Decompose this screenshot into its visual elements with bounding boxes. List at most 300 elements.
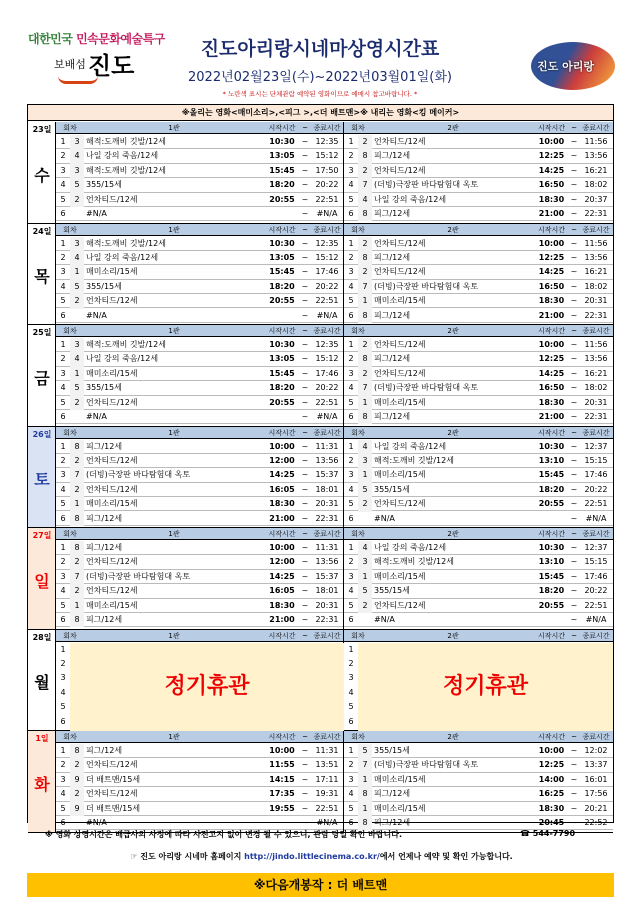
round-no: 6 bbox=[348, 412, 354, 421]
screen-no: 2 bbox=[358, 338, 372, 352]
round-no: 5 bbox=[60, 803, 66, 813]
movie-title: 피그/12세 bbox=[374, 151, 411, 161]
time-tilde: ~ bbox=[570, 252, 578, 262]
screen-no: 7 bbox=[70, 570, 84, 584]
table-row bbox=[56, 773, 343, 787]
table-row bbox=[344, 454, 613, 468]
movie-title: 355/15세 bbox=[374, 484, 410, 494]
movie-title: 피그/12세 bbox=[374, 354, 411, 364]
end-time: 13:56 bbox=[584, 354, 608, 364]
time-tilde: ~ bbox=[570, 746, 578, 755]
start-time: 13:10 bbox=[538, 557, 565, 567]
table-row bbox=[56, 454, 343, 468]
table-row bbox=[56, 352, 343, 366]
screen-no: 2 bbox=[70, 555, 84, 569]
screen-no: 7 bbox=[358, 381, 372, 395]
screen-no: 1 bbox=[358, 396, 372, 410]
table-row bbox=[344, 207, 613, 221]
time-tilde: ~ bbox=[570, 180, 578, 190]
hall-header-row bbox=[344, 224, 613, 236]
homepage-link[interactable]: http://jindo.littlecinema.co.kr/ bbox=[244, 852, 380, 861]
table-row bbox=[56, 512, 343, 526]
table-row bbox=[56, 164, 343, 178]
movie-title: 매미소리/15세 bbox=[374, 397, 426, 407]
time-tilde: ~ bbox=[301, 818, 309, 827]
start-time: 18:20 bbox=[269, 383, 295, 393]
round-col-header: 회차 bbox=[351, 327, 365, 335]
table-row bbox=[56, 758, 343, 772]
start-time: 19:55 bbox=[269, 803, 295, 813]
time-tilde: ~ bbox=[301, 252, 309, 262]
round-no: 2 bbox=[348, 252, 354, 262]
start-col-header: 시작시간 bbox=[537, 327, 566, 335]
round-no: 6 bbox=[348, 513, 354, 523]
round-no: 3 bbox=[60, 774, 66, 784]
round-no: 6 bbox=[348, 818, 354, 827]
hall-col-header: 2관 bbox=[447, 225, 459, 234]
round-no: 3 bbox=[60, 470, 66, 480]
movie-title: 나일 강의 죽음/12세 bbox=[374, 194, 447, 204]
end-time: 17:11 bbox=[315, 774, 339, 784]
tilde-col-header: ~ bbox=[302, 631, 308, 640]
time-tilde: ~ bbox=[301, 470, 309, 480]
time-tilde: ~ bbox=[570, 397, 578, 407]
movie-title: 언차티드/12세 bbox=[374, 165, 426, 175]
end-time: 17:50 bbox=[315, 165, 339, 175]
hall-col-header: 2관 bbox=[447, 733, 459, 741]
time-tilde: ~ bbox=[570, 470, 578, 480]
round-no: 5 bbox=[348, 600, 354, 610]
movie-title: #N/A bbox=[374, 513, 395, 523]
time-tilde: ~ bbox=[301, 281, 309, 291]
screen-no: 8 bbox=[358, 149, 372, 163]
hall-col-header: 2관 bbox=[447, 124, 459, 132]
start-time: 16:25 bbox=[538, 789, 565, 799]
time-tilde: ~ bbox=[570, 513, 578, 523]
start-col-header: 시작시간 bbox=[537, 124, 566, 132]
day-weekday: 수 bbox=[34, 165, 50, 185]
end-time: 15:15 bbox=[584, 557, 608, 567]
end-col-header: 종료시간 bbox=[582, 631, 610, 640]
end-time: 16:21 bbox=[584, 267, 608, 277]
round-no: 2 bbox=[348, 354, 354, 364]
movie-title: 나일 강의 죽음/12세 bbox=[374, 543, 447, 552]
end-time: 20:22 bbox=[584, 484, 608, 494]
movie-title: 언차티드/12세 bbox=[374, 137, 426, 146]
end-time: 15:12 bbox=[315, 252, 339, 262]
hall1-column bbox=[56, 224, 344, 325]
round-col-header: 회차 bbox=[63, 327, 77, 335]
round-no: 2 bbox=[60, 354, 66, 364]
round-col-header: 회차 bbox=[351, 225, 365, 234]
hall2-column bbox=[344, 122, 613, 223]
end-time: 22:51 bbox=[315, 194, 339, 204]
round-no: 4 bbox=[60, 180, 66, 190]
end-time: 12:37 bbox=[584, 441, 608, 451]
hall1-column bbox=[56, 731, 344, 832]
screen-no: 2 bbox=[70, 483, 84, 497]
table-row bbox=[56, 410, 343, 424]
round-col-header: 회차 bbox=[351, 530, 365, 538]
round-no: 5 bbox=[60, 194, 66, 204]
start-time: 14:25 bbox=[538, 368, 565, 378]
end-time: 13:56 bbox=[315, 455, 339, 465]
end-col-header: 종료시간 bbox=[313, 530, 341, 538]
start-time: 18:30 bbox=[538, 296, 565, 306]
round-no: 5 bbox=[348, 296, 354, 306]
round-no: 4 bbox=[60, 484, 66, 494]
movie-title: 355/15세 bbox=[86, 180, 122, 190]
round-no: 3 bbox=[348, 673, 354, 683]
screen-no: 8 bbox=[358, 251, 372, 265]
start-time: 10:30 bbox=[538, 441, 565, 451]
time-tilde: ~ bbox=[570, 789, 578, 799]
screen-no: 3 bbox=[70, 135, 84, 149]
table-row bbox=[344, 367, 613, 381]
round-no: 4 bbox=[60, 586, 66, 596]
screen-no: 5 bbox=[70, 381, 84, 395]
movie-title: 피그/12세 bbox=[86, 746, 123, 755]
time-tilde: ~ bbox=[570, 760, 578, 770]
movie-title: 피그/12세 bbox=[86, 513, 123, 523]
day-date: 27일 bbox=[32, 531, 52, 540]
round-col-header: 회차 bbox=[351, 428, 365, 437]
round-no: 5 bbox=[348, 194, 354, 204]
table-row bbox=[344, 381, 613, 395]
tilde-col-header: ~ bbox=[302, 428, 308, 437]
table-row bbox=[56, 280, 343, 294]
hall-col-header: 1관 bbox=[168, 530, 180, 538]
round-no: 4 bbox=[60, 281, 66, 291]
round-no: 4 bbox=[348, 180, 354, 190]
start-time: 15:45 bbox=[269, 267, 295, 277]
end-time: 11:31 bbox=[315, 441, 339, 451]
movie-title: 피그/12세 bbox=[86, 441, 123, 451]
time-tilde: ~ bbox=[301, 557, 309, 567]
table-row bbox=[56, 613, 343, 627]
day-label-cell bbox=[28, 224, 56, 325]
day-date: 28일 bbox=[32, 632, 52, 642]
logo-swoosh bbox=[58, 76, 98, 84]
day-weekday: 월 bbox=[34, 673, 50, 693]
time-tilde: ~ bbox=[570, 296, 578, 306]
header bbox=[0, 0, 643, 103]
round-no: 3 bbox=[60, 368, 66, 378]
time-tilde: ~ bbox=[301, 774, 309, 784]
logo-text: 진도 아리랑 bbox=[537, 60, 594, 73]
round-no: 6 bbox=[60, 716, 66, 726]
table-row bbox=[344, 555, 613, 569]
table-row bbox=[344, 164, 613, 178]
start-col-header: 시작시간 bbox=[537, 530, 566, 538]
time-tilde: ~ bbox=[301, 543, 309, 552]
next-release-bar: ※다음개봉작 : 더 배트맨 bbox=[27, 873, 614, 897]
time-tilde: ~ bbox=[301, 513, 309, 523]
start-time: 20:55 bbox=[538, 600, 565, 610]
time-tilde: ~ bbox=[570, 209, 578, 218]
round-no: 1 bbox=[348, 746, 354, 755]
start-col-header: 시작시간 bbox=[268, 631, 296, 640]
date-range: 2022년02월23일(수)~2022년03월01일(화) bbox=[188, 70, 452, 85]
movie-title: 355/15세 bbox=[86, 281, 122, 291]
hall2-column bbox=[344, 224, 613, 325]
round-no: 2 bbox=[348, 557, 354, 567]
end-time: 11:31 bbox=[315, 746, 339, 755]
day-weekday: 목 bbox=[34, 267, 50, 287]
round-no: 1 bbox=[348, 441, 354, 451]
screen-no: 3 bbox=[358, 555, 372, 569]
end-time: 22:52 bbox=[584, 818, 608, 827]
time-tilde: ~ bbox=[570, 803, 578, 813]
round-no: 2 bbox=[60, 658, 66, 668]
tilde-col-header: ~ bbox=[302, 225, 308, 234]
tilde-col-header: ~ bbox=[571, 428, 577, 437]
hall-header-row bbox=[56, 427, 343, 439]
screen-no: 7 bbox=[358, 178, 372, 192]
screen-no: 3 bbox=[70, 338, 84, 352]
end-time: 15:37 bbox=[315, 470, 339, 480]
start-time: 18:20 bbox=[269, 281, 295, 291]
time-tilde: ~ bbox=[301, 484, 309, 494]
round-no: 4 bbox=[60, 789, 66, 799]
start-time: 21:00 bbox=[538, 412, 565, 421]
table-row bbox=[344, 483, 613, 497]
tilde-col-header: ~ bbox=[571, 631, 577, 640]
table-row bbox=[56, 265, 343, 279]
screen-no: 7 bbox=[358, 758, 372, 772]
time-tilde: ~ bbox=[301, 571, 309, 581]
table-row bbox=[56, 787, 343, 801]
round-no: 2 bbox=[60, 151, 66, 161]
round-no: 5 bbox=[348, 803, 354, 813]
movie-title: 나일 강의 죽음/12세 bbox=[86, 252, 159, 262]
movie-title: 매미소리/15세 bbox=[374, 470, 426, 480]
screen-no: 1 bbox=[70, 497, 84, 511]
round-no: 5 bbox=[60, 397, 66, 407]
movie-title: 355/15세 bbox=[86, 383, 122, 393]
movie-title: #N/A bbox=[374, 615, 395, 624]
homepage-prefix: ☞ 진도 아리랑 시네마 홈페이지 bbox=[130, 852, 245, 861]
start-time: 16:05 bbox=[269, 586, 295, 596]
table-row bbox=[56, 570, 343, 584]
table-row bbox=[344, 294, 613, 308]
round-no: 5 bbox=[60, 702, 66, 712]
movie-title: (더빙)극장판 바다탐험대 옥토 bbox=[374, 180, 479, 190]
movie-title: 355/15세 bbox=[374, 586, 410, 596]
start-time: 16:50 bbox=[538, 180, 565, 190]
movie-title: 언차티드/12세 bbox=[86, 557, 138, 567]
end-time: 17:46 bbox=[584, 470, 608, 480]
table-row bbox=[344, 251, 613, 265]
round-no: 6 bbox=[348, 615, 354, 624]
time-tilde: ~ bbox=[570, 368, 578, 378]
movie-title: 언차티드/12세 bbox=[86, 296, 138, 306]
time-tilde: ~ bbox=[570, 455, 578, 465]
homepage-line bbox=[0, 851, 643, 862]
time-tilde: ~ bbox=[301, 180, 309, 190]
day-block bbox=[28, 325, 613, 427]
end-time: 20:22 bbox=[315, 281, 339, 291]
start-time: 18:20 bbox=[538, 586, 565, 596]
round-no: 2 bbox=[348, 760, 354, 770]
start-time: 12:00 bbox=[269, 557, 295, 567]
end-time: 20:22 bbox=[584, 586, 608, 596]
hall-col-header: 1관 bbox=[168, 631, 180, 640]
day-date: 24일 bbox=[32, 226, 52, 236]
end-time: 20:31 bbox=[584, 397, 608, 407]
round-no: 1 bbox=[60, 340, 66, 349]
end-time: 16:21 bbox=[584, 368, 608, 378]
screen-no: 1 bbox=[70, 367, 84, 381]
start-time: 14:25 bbox=[538, 267, 565, 277]
end-col-header: 종료시간 bbox=[313, 225, 341, 234]
movie-title: 언차티드/12세 bbox=[374, 340, 426, 349]
time-tilde: ~ bbox=[301, 600, 309, 610]
end-time: 18:02 bbox=[584, 180, 608, 190]
end-col-header: 종료시간 bbox=[313, 631, 341, 640]
start-time: 14:00 bbox=[538, 774, 565, 784]
tilde-col-header: ~ bbox=[302, 530, 308, 538]
movie-title: 해적:도깨비 깃발/12세 bbox=[86, 340, 166, 349]
screen-no: 8 bbox=[70, 613, 84, 627]
end-time: 13:56 bbox=[584, 151, 608, 161]
start-time: 10:30 bbox=[538, 543, 565, 552]
time-tilde: ~ bbox=[301, 746, 309, 755]
day-block bbox=[28, 731, 613, 833]
start-time: 10:00 bbox=[538, 238, 565, 248]
movie-title: 해적:도깨비 깃발/12세 bbox=[86, 238, 166, 248]
end-time: 11:31 bbox=[315, 543, 339, 552]
time-tilde: ~ bbox=[301, 789, 309, 799]
movie-title: (더빙)극장판 바다탐험대 옥토 bbox=[374, 281, 479, 291]
day-block bbox=[28, 630, 613, 732]
end-time: 20:21 bbox=[584, 803, 608, 813]
movie-title: 해적:도깨비 깃발/12세 bbox=[86, 137, 166, 146]
movie-title: #N/A bbox=[86, 209, 107, 218]
screen-no: 1 bbox=[70, 265, 84, 279]
screen-no: 8 bbox=[70, 541, 84, 555]
screen-no: 4 bbox=[70, 149, 84, 163]
round-no: 2 bbox=[60, 557, 66, 567]
table-row bbox=[56, 367, 343, 381]
day-label-cell bbox=[28, 122, 56, 223]
schedule-table bbox=[27, 104, 614, 827]
screen-no: 2 bbox=[358, 367, 372, 381]
logo-subtitle: 보배섬 bbox=[54, 58, 86, 71]
table-row bbox=[344, 512, 613, 526]
round-no: 2 bbox=[60, 455, 66, 465]
start-time: 18:30 bbox=[538, 803, 565, 813]
day-block bbox=[28, 427, 613, 529]
hall-col-header: 1관 bbox=[168, 225, 180, 234]
end-time: 20:22 bbox=[315, 383, 339, 393]
time-tilde: ~ bbox=[570, 340, 578, 349]
start-time: 13:05 bbox=[269, 354, 295, 364]
table-row bbox=[56, 599, 343, 613]
movie-title: 나일 강의 죽음/12세 bbox=[86, 354, 159, 364]
movie-title: (더빙)극장판 바다탐험대 옥토 bbox=[86, 571, 191, 581]
hall-header-row bbox=[56, 630, 343, 642]
start-time: 14:15 bbox=[269, 774, 295, 784]
start-time: 20:55 bbox=[269, 296, 295, 306]
time-tilde: ~ bbox=[570, 137, 578, 146]
round-no: 1 bbox=[348, 644, 354, 654]
day-block bbox=[28, 528, 613, 630]
table-row bbox=[344, 584, 613, 598]
time-tilde: ~ bbox=[570, 165, 578, 175]
screen-no: 4 bbox=[70, 251, 84, 265]
time-tilde: ~ bbox=[570, 238, 578, 248]
end-time: 15:15 bbox=[584, 455, 608, 465]
start-col-header: 시작시간 bbox=[268, 530, 296, 538]
start-col-header: 시작시간 bbox=[268, 733, 296, 741]
end-time: 15:37 bbox=[315, 571, 339, 581]
end-time: #N/A bbox=[316, 310, 338, 320]
start-time: 12:25 bbox=[538, 760, 565, 770]
start-time: 10:00 bbox=[269, 746, 295, 755]
screen-no: 1 bbox=[358, 773, 372, 787]
round-no: 3 bbox=[348, 571, 354, 581]
end-time: 11:56 bbox=[584, 137, 608, 146]
hall1-column bbox=[56, 528, 344, 629]
movie-title: 매미소리/15세 bbox=[86, 600, 138, 610]
tilde-col-header: ~ bbox=[302, 327, 308, 335]
table-row bbox=[56, 237, 343, 251]
start-time: 16:50 bbox=[538, 281, 565, 291]
table-row bbox=[344, 149, 613, 163]
end-time: #N/A bbox=[585, 513, 607, 523]
table-row bbox=[56, 135, 343, 149]
end-time: 11:56 bbox=[584, 340, 608, 349]
day-date: 1일 bbox=[35, 734, 49, 743]
movie-title: 더 배트맨/15세 bbox=[86, 803, 141, 813]
time-tilde: ~ bbox=[570, 499, 578, 509]
round-no: 2 bbox=[60, 252, 66, 262]
screen-no: 8 bbox=[70, 440, 84, 454]
end-col-header: 종료시간 bbox=[582, 530, 610, 538]
movie-title: 언차티드/12세 bbox=[86, 586, 138, 596]
end-time: #N/A bbox=[316, 412, 338, 421]
screen-no: 5 bbox=[358, 744, 372, 758]
round-col-header: 회차 bbox=[63, 530, 77, 538]
round-no: 6 bbox=[60, 818, 66, 827]
table-row bbox=[344, 758, 613, 772]
movie-title: (더빙)극장판 바다탐험대 옥토 bbox=[86, 470, 191, 480]
end-time: 22:31 bbox=[584, 209, 608, 218]
start-time: 12:25 bbox=[538, 252, 565, 262]
round-no: 1 bbox=[60, 238, 66, 248]
round-no: 1 bbox=[60, 543, 66, 552]
day-block bbox=[28, 122, 613, 224]
movie-title: 해적:도깨비 깃발/12세 bbox=[374, 557, 454, 567]
start-time: 14:25 bbox=[269, 470, 295, 480]
hall-col-header: 1관 bbox=[168, 733, 180, 741]
time-tilde: ~ bbox=[301, 760, 309, 770]
end-time: 22:51 bbox=[315, 397, 339, 407]
tilde-col-header: ~ bbox=[571, 124, 577, 132]
round-no: 4 bbox=[348, 484, 354, 494]
group-reservation-note: * 노란색 표시는 단체관람 예약된 영화이므로 예매시 참고바랍니다. * bbox=[222, 90, 418, 98]
start-time: 16:50 bbox=[538, 383, 565, 393]
start-time: 13:10 bbox=[538, 455, 565, 465]
table-row bbox=[344, 613, 613, 627]
screen-no: 2 bbox=[358, 497, 372, 511]
round-no: 4 bbox=[348, 281, 354, 291]
end-time: 13:56 bbox=[315, 557, 339, 567]
tilde-col-header: ~ bbox=[571, 733, 577, 741]
screen-no: 7 bbox=[358, 280, 372, 294]
start-time: 21:00 bbox=[269, 513, 295, 523]
